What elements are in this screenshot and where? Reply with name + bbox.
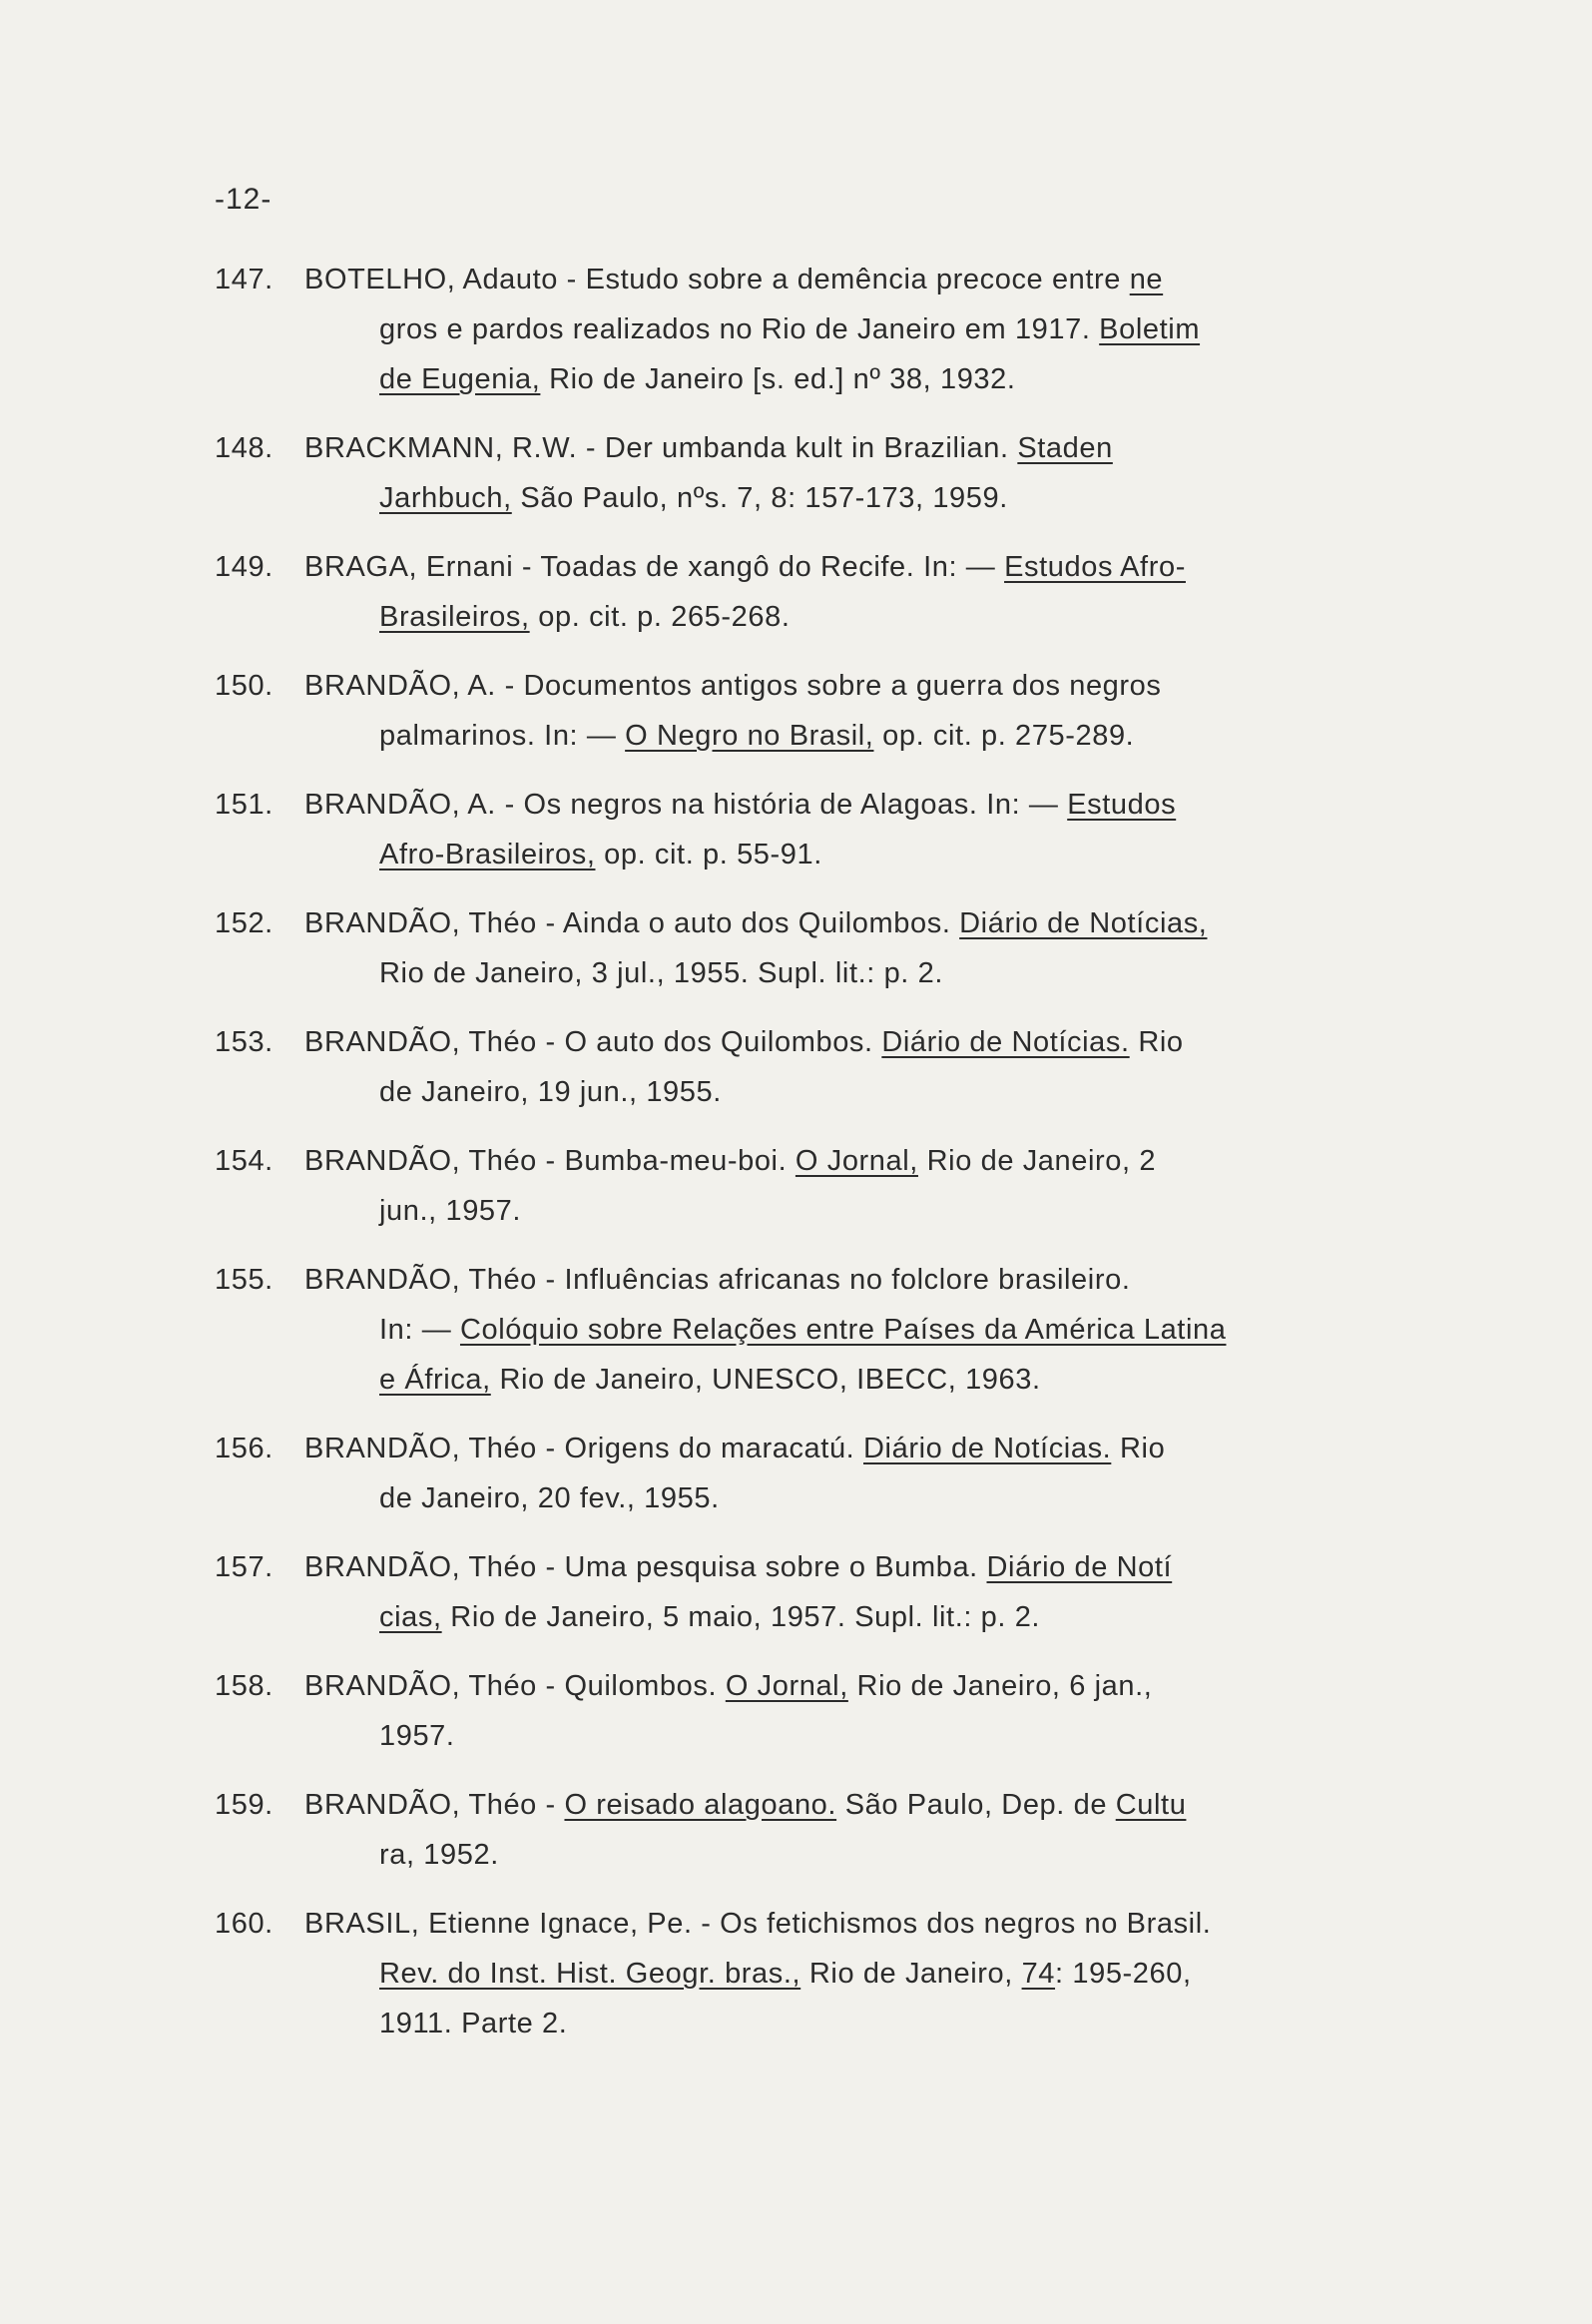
underlined-title: Colóquio sobre Relações entre Países da América Latina: [459, 1314, 1227, 1346]
entry-segment: BRACKMANN, R.W. - Der umbanda kult in Brazilian.: [304, 432, 1018, 464]
entry-segment: BRANDÃO, Théo - Origens do maracatú.: [304, 1433, 863, 1464]
bibliography-entry: [215, 1661, 1452, 1761]
entry-line: [304, 1542, 1452, 1592]
underlined-title: Rev. do Inst. Hist. Geogr. bras.,: [379, 1958, 801, 1990]
entry-segment: gros e pardos realizados no Rio de Janeiro em 1917.: [379, 313, 1100, 345]
entry-line: [304, 1067, 1452, 1117]
entry-line: [304, 948, 1452, 998]
entry-number: 156.: [215, 1433, 273, 1464]
entry-segment: Rio de Janeiro,: [800, 1958, 1022, 1990]
entry-number: 158.: [215, 1670, 273, 1702]
entry-segment: Rio de Janeiro, UNESCO, IBECC, 1963.: [490, 1364, 1041, 1396]
entry-text: [304, 255, 1452, 404]
underlined-title: Jarhbuch,: [379, 482, 512, 514]
entry-number: 151.: [215, 789, 273, 821]
underlined-title: Estudos Afro-: [1004, 551, 1186, 583]
underlined-title: de Eugenia,: [379, 363, 541, 395]
entry-line: [304, 1830, 1452, 1880]
entry-number: 153.: [215, 1026, 273, 1058]
entry-line: [304, 1424, 1452, 1473]
entry-segment: 1911. Parte 2.: [379, 2008, 568, 2039]
entry-line: [304, 1592, 1452, 1642]
entry-segment: Rio de Janeiro, 2: [917, 1145, 1157, 1177]
entry-number: 147.: [215, 264, 273, 295]
entry-segment: op. cit. p. 265-268.: [529, 601, 791, 633]
bibliography-entry: [215, 1899, 1452, 2048]
underlined-title: Estudos: [1067, 789, 1177, 821]
bibliography-entry: [215, 1780, 1452, 1880]
entry-line: [304, 1136, 1452, 1186]
underlined-title: O Jornal,: [725, 1670, 848, 1702]
underlined-title: Diário de Notícias.: [863, 1433, 1112, 1464]
entry-text: [304, 1661, 1452, 1761]
bibliography-entry: [215, 898, 1452, 998]
entry-number: 152.: [215, 907, 273, 939]
entry-segment: BRASIL, Etienne Ignace, Pe. - Os fetichismos dos negros no Brasil.: [304, 1908, 1212, 1940]
underlined-title: e África,: [379, 1364, 491, 1396]
entry-text: [304, 1899, 1452, 2048]
entry-line: [304, 255, 1452, 304]
underlined-title: Diário de Notí: [986, 1551, 1173, 1583]
entry-line: [304, 1661, 1452, 1711]
entry-line: [304, 711, 1452, 761]
underlined-title: Afro-Brasileiros,: [379, 839, 596, 871]
entry-line: [304, 1473, 1452, 1523]
entry-segment: BRAGA, Ernani - Toadas de xangô do Recife. In: —: [304, 551, 1005, 583]
underlined-title: Brasileiros,: [379, 601, 530, 633]
entry-segment: BOTELHO, Adauto - Estudo sobre a demência precoce entre: [304, 264, 1130, 295]
entry-segment: Rio de Janeiro [s. ed.] nº 38, 1932.: [540, 363, 1016, 395]
entry-text: [304, 1017, 1452, 1117]
underlined-title: O Jornal,: [795, 1145, 918, 1177]
entry-segment: Rio: [1111, 1433, 1166, 1464]
entry-line: [304, 1255, 1452, 1305]
entry-segment: BRANDÃO, Théo - Quilombos.: [304, 1670, 726, 1702]
entry-segment: op. cit. p. 275-289.: [873, 720, 1135, 752]
entry-segment: Rio: [1129, 1026, 1184, 1058]
entry-line: [304, 1186, 1452, 1236]
entry-text: [304, 898, 1452, 998]
bibliography-entry: [215, 661, 1452, 761]
entry-line: [304, 1305, 1452, 1355]
bibliography-entry: [215, 255, 1452, 404]
bibliography-entry: [215, 1136, 1452, 1236]
underlined-title: cias,: [379, 1601, 442, 1633]
entry-line: [304, 423, 1452, 473]
bibliography-entry: [215, 1255, 1452, 1405]
entry-line: [304, 592, 1452, 642]
underlined-title: O Negro no Brasil,: [625, 720, 874, 752]
bibliography-entry: [215, 542, 1452, 642]
entry-line: [304, 1899, 1452, 1949]
underlined-title: Diário de Notícias,: [959, 907, 1208, 939]
entry-segment: In: —: [379, 1314, 460, 1346]
bibliography-entry: [215, 1542, 1452, 1642]
underlined-title: O reisado alagoano.: [564, 1789, 837, 1821]
entry-segment: jun., 1957.: [379, 1195, 522, 1227]
entry-segment: Rio de Janeiro, 5 maio, 1957. Supl. lit.: p. 2.: [441, 1601, 1041, 1633]
entry-segment: de Janeiro, 19 jun., 1955.: [379, 1076, 722, 1108]
entry-segment: Rio de Janeiro, 6 jan.,: [847, 1670, 1153, 1702]
entry-line: [304, 898, 1452, 948]
entry-text: [304, 542, 1452, 642]
entry-segment: de Janeiro, 20 fev., 1955.: [379, 1482, 720, 1514]
entry-text: [304, 1255, 1452, 1405]
entry-segment: Rio de Janeiro, 3 jul., 1955. Supl. lit.: p. 2.: [379, 957, 944, 989]
entry-number: 150.: [215, 670, 273, 702]
entry-line: [304, 830, 1452, 879]
bibliography-list: [215, 255, 1452, 2067]
entry-line: [304, 1017, 1452, 1067]
entry-segment: BRANDÃO, Théo - Uma pesquisa sobre o Bumba.: [304, 1551, 987, 1583]
entry-segment: BRANDÃO, Théo - O auto dos Quilombos.: [304, 1026, 882, 1058]
entry-segment: BRANDÃO, Théo - Influências africanas no folclore brasileiro.: [304, 1264, 1131, 1296]
bibliography-entry: [215, 780, 1452, 879]
entry-number: 154.: [215, 1145, 273, 1177]
entry-number: 149.: [215, 551, 273, 583]
underlined-title: Boletim: [1099, 313, 1201, 345]
bibliography-entry: [215, 1017, 1452, 1117]
entry-segment: BRANDÃO, A. - Os negros na história de Alagoas. In: —: [304, 789, 1068, 821]
entry-number: 157.: [215, 1551, 273, 1583]
entry-line: [304, 661, 1452, 711]
entry-segment: : 195-260,: [1055, 1958, 1192, 1990]
entry-number: 148.: [215, 432, 273, 464]
entry-segment: BRANDÃO, Théo -: [304, 1789, 565, 1821]
entry-line: [304, 1780, 1452, 1830]
entry-text: [304, 1424, 1452, 1523]
entry-segment: São Paulo, Dep. de: [836, 1789, 1116, 1821]
entry-segment: BRANDÃO, Théo - Bumba-meu-boi.: [304, 1145, 796, 1177]
entry-line: [304, 473, 1452, 523]
entry-number: 160.: [215, 1908, 273, 1940]
entry-segment: 1957.: [379, 1720, 455, 1752]
entry-line: [304, 542, 1452, 592]
entry-number: 155.: [215, 1264, 273, 1296]
underlined-title: Cultu: [1115, 1789, 1187, 1821]
entry-text: [304, 780, 1452, 879]
entry-line: [304, 354, 1452, 404]
bibliography-entry: [215, 1424, 1452, 1523]
entry-text: [304, 423, 1452, 523]
bibliography-entry: [215, 423, 1452, 523]
entry-segment: BRANDÃO, A. - Documentos antigos sobre a guerra dos negros: [304, 670, 1162, 702]
entry-segment: ra, 1952.: [379, 1839, 499, 1871]
underlined-title: 74: [1021, 1958, 1056, 1990]
entry-segment: op. cit. p. 55-91.: [595, 839, 822, 871]
page-number: -12-: [215, 183, 272, 216]
entry-text: [304, 1136, 1452, 1236]
entry-line: [304, 1711, 1452, 1761]
entry-text: [304, 661, 1452, 761]
entry-line: [304, 1949, 1452, 1999]
underlined-title: Staden: [1017, 432, 1113, 464]
entry-text: [304, 1780, 1452, 1880]
entry-line: [304, 1999, 1452, 2048]
entry-segment: BRANDÃO, Théo - Ainda o auto dos Quilombos.: [304, 907, 960, 939]
underlined-title: Diário de Notícias.: [881, 1026, 1130, 1058]
entry-segment: São Paulo, nºs. 7, 8: 157-173, 1959.: [511, 482, 1008, 514]
entry-line: [304, 780, 1452, 830]
entry-number: 159.: [215, 1789, 273, 1821]
underlined-title: ne: [1129, 264, 1164, 295]
entry-text: [304, 1542, 1452, 1642]
entry-line: [304, 304, 1452, 354]
entry-line: [304, 1355, 1452, 1405]
entry-segment: palmarinos. In: —: [379, 720, 626, 752]
